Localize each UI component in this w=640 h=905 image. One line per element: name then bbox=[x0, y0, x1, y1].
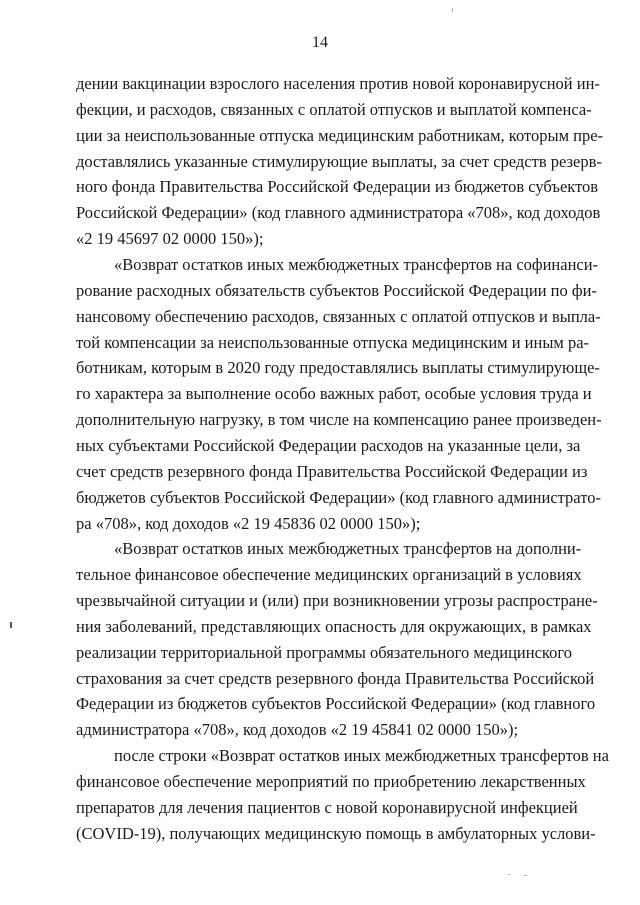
text-line: той компенсации за неиспользованные отпуска медицинским и иным ра- bbox=[76, 333, 590, 352]
text-line: после строки «Возврат остатков иных межбюджетных трансфертов на bbox=[114, 746, 609, 765]
text-line: финансовое обеспечение мероприятий по приобретению лекарственных bbox=[76, 772, 586, 791]
scan-artifact bbox=[452, 8, 453, 12]
text-line: фекции, и расходов, связанных с оплатой отпусков и выплатой компенса- bbox=[76, 100, 592, 119]
text-line: ции за неиспользованные отпуска медицинским работникам, которым пре- bbox=[76, 126, 604, 145]
text-line: рование расходных обязательств субъектов Российской Федерации по фи- bbox=[76, 281, 597, 300]
text-line: ботникам, которым в 2020 году предоставлялись выплаты стимулирующе- bbox=[76, 358, 600, 377]
text-line: дении вакцинации взрослого населения против новой коронавирусной ин- bbox=[76, 74, 600, 93]
text-line: препаратов для лечения пациентов с новой коронавирусной инфекцией bbox=[76, 798, 578, 817]
text-line: администратора «708», код доходов «2 19 45841 02 0000 150»); bbox=[76, 720, 519, 739]
text-line: «Возврат остатков иных межбюджетных трансфертов на софинанси- bbox=[114, 255, 599, 274]
text-line: ного фонда Правительства Российской Федерации из бюджетов субъектов bbox=[76, 177, 599, 196]
text-line: «2 19 45697 02 0000 150»); bbox=[76, 229, 264, 248]
text-line: счет средств резервного фонда Правительства Российской Федерации из bbox=[76, 462, 588, 481]
text-line: Федерации из бюджетов субъектов Российской Федерации» (код главного bbox=[76, 694, 596, 713]
scan-artifact bbox=[508, 874, 510, 875]
scan-artifact bbox=[10, 622, 12, 628]
text-line: (COVID-19), получающих медицинскую помощь в амбулаторных услови- bbox=[76, 824, 596, 843]
text-line: го характера за выполнение особо важных работ, особые условия труда и bbox=[76, 384, 592, 403]
text-line: чрезвычайной ситуации и (или) при возникновении угрозы распростране- bbox=[76, 591, 598, 610]
text-line: доставлялись указанные стимулирующие выплаты, за счет средств резерв- bbox=[76, 152, 602, 171]
text-line: Российской Федерации» (код главного администратора «708», код доходов bbox=[76, 203, 601, 222]
text-line: ра «708», код доходов «2 19 45836 02 0000 150»); bbox=[76, 514, 421, 533]
scan-artifact bbox=[524, 875, 527, 876]
text-line: «Возврат остатков иных межбюджетных трансфертов на дополни- bbox=[114, 539, 582, 558]
text-line: тельное финансовое обеспечение медицинских организаций в условиях bbox=[76, 565, 582, 584]
text-line: бюджетов субъектов Российской Федерации» (код главного администрато- bbox=[76, 488, 601, 507]
page-number: 14 bbox=[312, 34, 328, 51]
text-line: страхования за счет средств резервного фонда Правительства Российской bbox=[76, 669, 595, 688]
text-line: дополнительную нагрузку, в том числе на компенсацию ранее произведен- bbox=[76, 410, 602, 429]
text-line: ния заболеваний, представляющих опасность для окружающих, в рамках bbox=[76, 617, 592, 636]
text-line: ных субъектами Российской Федерации расходов на указанные цели, за bbox=[76, 436, 581, 455]
text-line: реализации территориальной программы обязательного медицинского bbox=[76, 643, 572, 662]
text-line: нансовому обеспечению расходов, связанных с оплатой отпусков и выпла- bbox=[76, 307, 601, 326]
